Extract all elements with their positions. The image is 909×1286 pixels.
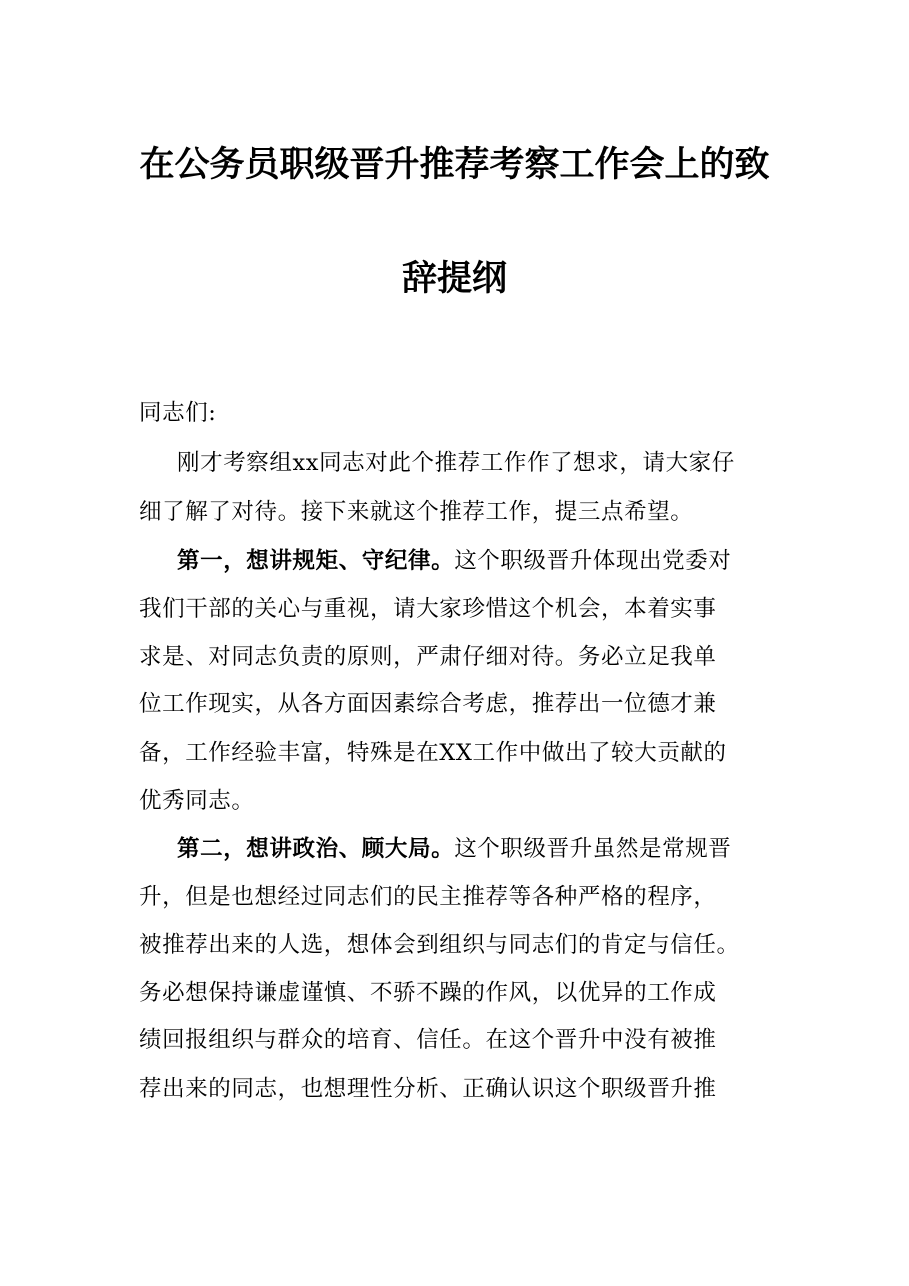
point-1-first-line — [177, 546, 779, 576]
paragraph-line: 求是、对同志负责的原则，严肃仔细对待。务必立足我单 — [139, 644, 717, 670]
paragraph-line: 荐出来的同志，也想理性分析、正确认识这个职级晋升推 — [139, 1076, 717, 1102]
paragraph-line: 备，工作经验丰富，特殊是在XX工作中做出了较大贡献的 — [139, 740, 727, 766]
point-2-heading: 第二，想讲政治、顾大局。 — [177, 836, 455, 862]
document-title-line-2: 辞提纲 — [401, 258, 507, 299]
point-1-first-line-text: 这个职级晋升体现出党委对 — [454, 548, 732, 574]
paragraph-line: 绩回报组织与群众的培育、信任。在这个晋升中没有被推 — [139, 1027, 717, 1053]
paragraph-line: 优秀同志。 — [139, 788, 255, 814]
paragraph-line: 细了解了对待。接下来就这个推荐工作，提三点希望。 — [139, 499, 694, 525]
salutation: 同志们: — [139, 400, 217, 426]
point-2-first-line — [177, 834, 779, 864]
paragraph-line: 被推荐出来的人选，想体会到组织与同志们的肯定与信任。 — [139, 932, 740, 958]
paragraph-line: 我们干部的关心与重视，请大家珍惜这个机会，本着实事 — [139, 596, 717, 622]
paragraph-line: 刚才考察组xx同志对此个推荐工作作了想求，请大家仔 — [177, 450, 735, 476]
point-2-first-line-text: 这个职级晋升虽然是常规晋 — [454, 836, 732, 862]
point-1-heading: 第一，想讲规矩、守纪律。 — [177, 548, 455, 574]
paragraph-line: 升，但是也想经过同志们的民主推荐等各种严格的程序， — [139, 884, 717, 910]
paragraph-line: 务必想保持谦虚谨慎、不骄不躁的作风，以优异的工作成 — [139, 980, 717, 1006]
document-title-line-1: 在公务员职级晋升推荐考察工作会上的致 — [139, 144, 770, 185]
paragraph-line: 位工作现实，从各方面因素综合考虑，推荐出一位德才兼 — [139, 691, 717, 717]
